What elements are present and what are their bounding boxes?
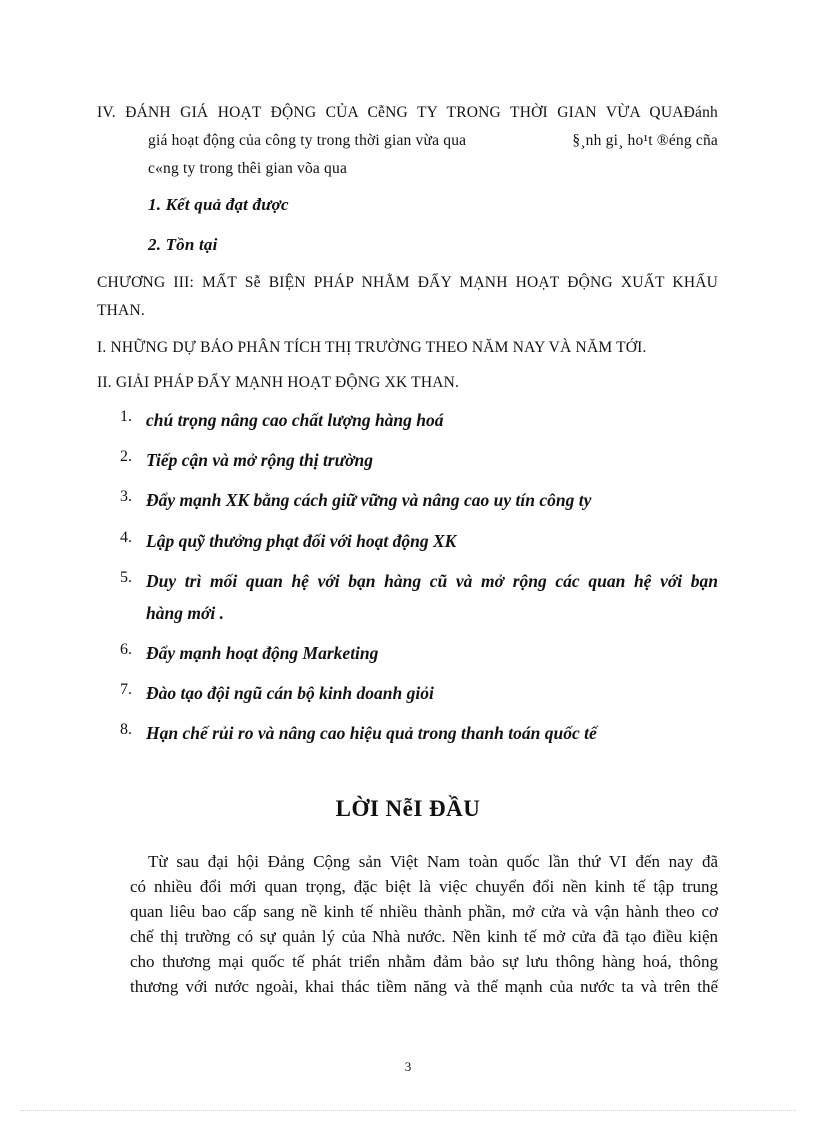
preface-line: thương với nước ngoài, khai thác tiềm năng và thế mạnh của nước ta và trên thế xyxy=(130,977,718,996)
toc-section-4-line-1[interactable]: IV. ĐÁNH GIÁ HOẠT ĐỘNG CỦA CễNG TY TRONG THỜI GIAN VỪA QUAĐánh xyxy=(97,104,718,121)
toc-item-text: Đẩy mạnh XK bằng cách giữ vững và nâng cao uy tín công ty xyxy=(146,490,592,510)
toc-section-4-text: giá hoạt động của công ty trong thời gian vừa qua xyxy=(148,132,467,149)
toc-chapter-3-line-2: THAN. xyxy=(97,302,145,319)
toc-item-text: Lập quỹ thưởng phạt đối với hoạt động XK xyxy=(146,531,457,551)
page-bottom-divider xyxy=(20,1110,796,1111)
toc-item-number: 6. xyxy=(120,641,132,658)
toc-item-text: Đào tạo đội ngũ cán bộ kinh doanh giỏi xyxy=(146,683,434,703)
page-number: 3 xyxy=(404,1059,412,1074)
toc-item-number: 2. xyxy=(120,448,132,465)
toc-item-number: 7. xyxy=(120,681,132,698)
toc-item-text: Hạn chế rủi ro và nâng cao hiệu quả trong thanh toán quốc tế xyxy=(146,723,597,743)
toc-item-text: Đẩy mạnh hoạt động Marketing xyxy=(146,643,379,663)
toc-chapter-3-line-1[interactable]: CHƯƠNG III: MẤT Sễ BIỆN PHÁP NHẰM ĐẨY MẠNH HOẠT ĐỘNG XUẤT KHẨU xyxy=(97,274,718,291)
toc-item-number: 5. xyxy=(120,569,132,586)
preface-line: chế thị trường có sự quản lý của Nhà nước. Nền kinh tế mở cửa đã tạo điều kiện xyxy=(130,927,718,946)
toc-item-number: 1. xyxy=(120,408,132,425)
toc-section-4-garbled-text: §¸nh gi¸ ho¹t ®éng cña xyxy=(572,132,718,149)
toc-item-text: Duy trì mối quan hệ với bạn hàng cũ và mở rộng các quan hệ với bạn xyxy=(146,571,718,591)
preface-line: quan liêu bao cấp sang nề kinh tế nhiều thành phần, mở cửa và vận hành theo cơ xyxy=(130,902,718,921)
toc-item-text: chú trọng nâng cao chất lượng hàng hoá xyxy=(146,410,444,430)
preface-title: LỜI NễI ĐẦU xyxy=(335,796,481,821)
toc-item-number: 8. xyxy=(120,721,132,738)
toc-forecast[interactable]: I. NHỮNG DỰ BÁO PHÂN TÍCH THỊ TRƯỜNG THEO NĂM NAY VÀ NĂM TỚI. xyxy=(97,339,647,356)
toc-section-4-line-2[interactable] xyxy=(148,132,466,150)
toc-item-number: 3. xyxy=(120,488,132,505)
preface-line: Từ sau đại hội Đảng Cộng sản Việt Nam toàn quốc lần thứ VI đến nay đã xyxy=(148,852,718,871)
toc-item-text-continued: hàng mới . xyxy=(146,603,224,623)
toc-result-heading[interactable]: 1. Kết quả đạt được xyxy=(148,195,289,214)
preface-line: có nhiều đổi mới quan trọng, đặc biệt là việc chuyển đổi nền kinh tế tập trung xyxy=(130,877,718,896)
toc-item-text: Tiếp cận và mở rộng thị trường xyxy=(146,450,373,470)
preface-line: cho thương mại quốc tế phát triển nhằm đảm bảo sự lưu thông hàng hoá, thông xyxy=(130,952,718,971)
toc-item-number: 4. xyxy=(120,529,132,546)
toc-existing-heading[interactable]: 2. Tồn tại xyxy=(148,235,218,254)
toc-solutions[interactable]: II. GIẢI PHÁP ĐẨY MẠNH HOẠT ĐỘNG XK THAN. xyxy=(97,374,460,391)
toc-section-4-line-3: c«ng ty trong thêi gian võa qua xyxy=(148,160,348,177)
